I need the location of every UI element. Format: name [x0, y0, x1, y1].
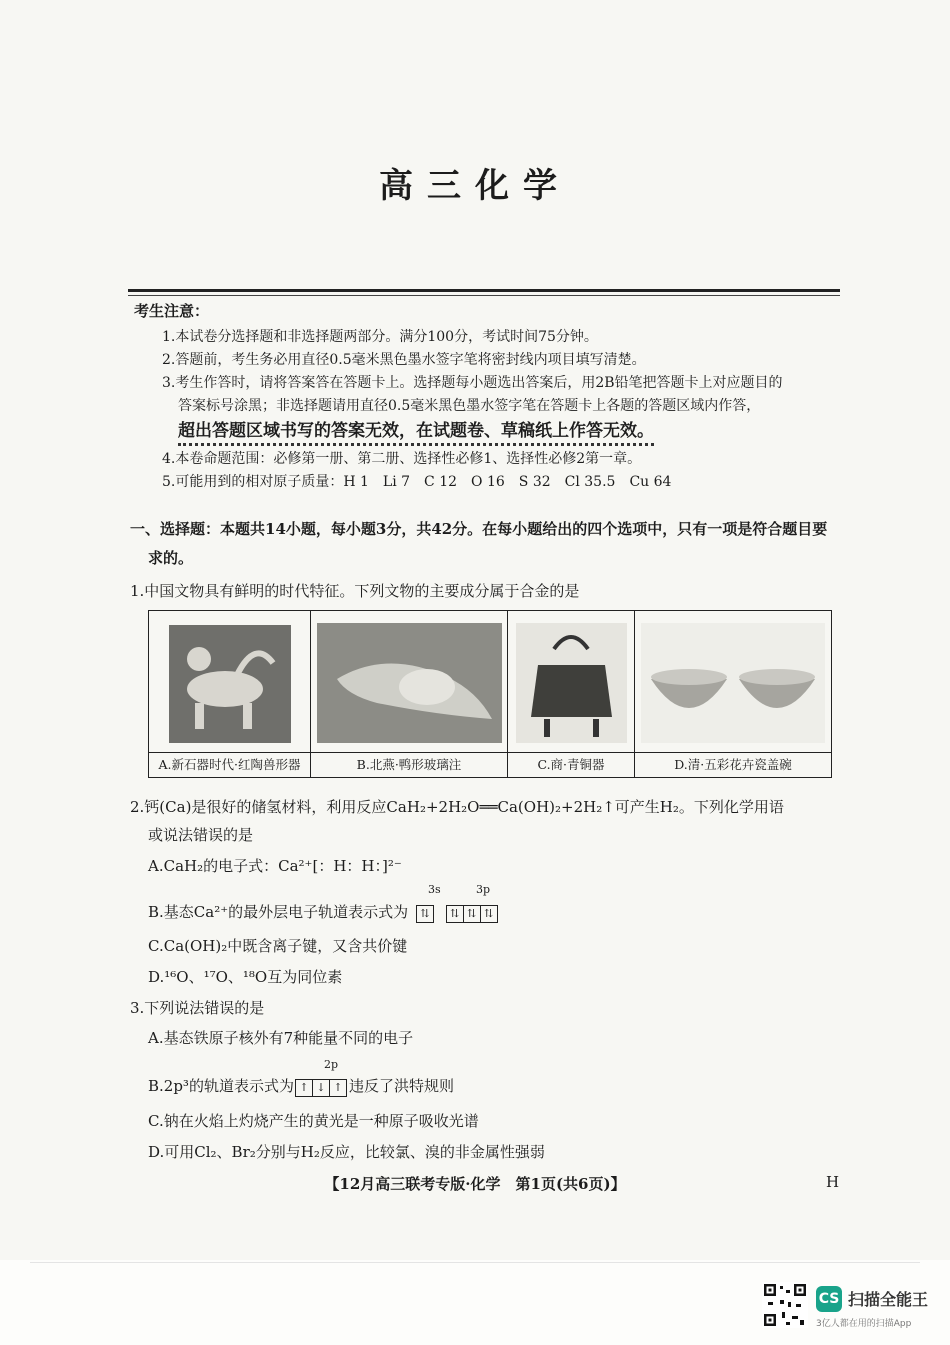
artifact-cell-b	[311, 611, 508, 777]
section-heading-1: 一、选择题：本题共14小题，每小题3分，共42分。在每小题给出的四个选项中，只有一项是符合题目要	[130, 520, 828, 538]
artifact-caption-d: D.清·五彩花卉瓷盖碗	[635, 752, 831, 777]
scan-separator	[30, 1262, 920, 1263]
notice-line-7: 5.可能用到的相对原子质量：H 1 Li 7 C 12 O 16 S 32 Cl 35.5 Cu 64	[162, 474, 672, 490]
artifact-cell-a	[149, 611, 311, 777]
orbital-label-3s: 3s	[428, 883, 441, 896]
artifact-caption-a: A.新石器时代·红陶兽形器	[149, 752, 310, 777]
orbital-3p-diagram	[447, 904, 498, 922]
notice-line-6: 4.本卷命题范围：必修第一册、第二册、选择性必修1、选择性必修2第一章。	[162, 451, 642, 467]
scanner-app-name: 扫描全能王	[848, 1290, 929, 1309]
question-2-option-b	[148, 901, 498, 922]
header-rule	[128, 289, 840, 292]
question-2-option-a: A.CaH₂的电子式：Ca²⁺[：H：H：]²⁻	[148, 857, 402, 875]
question-2-stem-1: 2.钙(Ca)是很好的储氢材料，利用反应CaH₂+2H₂O══Ca(OH)₂+2H₂↑可产生H₂。下列化学用语	[130, 798, 784, 816]
orbital-box: ⇅	[480, 905, 498, 923]
question-3-option-d: D.可用Cl₂、Br₂分别与H₂反应，比较氯、溴的非金属性强弱	[148, 1143, 545, 1161]
artifact-table	[148, 610, 832, 778]
orbital-box: ⇅	[446, 905, 464, 923]
orbital-box: ↓	[312, 1079, 330, 1097]
orbital-box: ⇅	[463, 905, 481, 923]
notice-warning	[178, 416, 654, 441]
orbital-box: ↑	[295, 1079, 313, 1097]
question-3-option-a: A.基态铁原子核外有7种能量不同的电子	[148, 1029, 414, 1047]
orbital-box: ⇅	[416, 905, 434, 923]
bronze-vessel-image	[514, 619, 629, 747]
red-pottery-animal-image	[155, 619, 305, 747]
question-3-option-c: C.钠在火焰上灼烧产生的黄光是一种原子吸收光谱	[148, 1112, 479, 1130]
orbital-box: ↑	[329, 1079, 347, 1097]
header-rule-thin	[128, 295, 840, 296]
scanner-logo: CS	[816, 1286, 842, 1312]
question-2-stem-2: 或说法错误的是	[148, 826, 254, 844]
paper-code: H	[826, 1173, 840, 1191]
artifact-cell-d	[635, 611, 831, 777]
orbital-3s-diagram	[417, 904, 434, 922]
notice-line-4: 答案标号涂黑；非选择题请用直径0.5毫米黑色墨水签字笔在答题卡上各题的答题区域内作答，	[178, 398, 761, 414]
orbital-label-2p: 2p	[324, 1058, 339, 1071]
artifact-cell-c	[508, 611, 635, 777]
question-3-option-b	[148, 1075, 454, 1096]
artifact-caption-b: B.北燕·鸭形玻璃注	[311, 752, 507, 777]
notice-warning-text: 超出答题区域书写的答案无效，在试题卷、草稿纸上作答无效。	[178, 421, 654, 446]
notice-line-1: 1.本试卷分选择题和非选择题两部分。满分100分，考试时间75分钟。	[162, 329, 598, 345]
notice-line-3: 3.考生作答时，请将答案答在答题卡上。选择题每小题选出答案后，用2B铅笔把答题卡上对应题目的	[162, 375, 783, 391]
orbital-label-3p: 3p	[476, 883, 491, 896]
question-3-option-b-pre: B.2p³的轨道表示式为	[148, 1077, 294, 1095]
qr-code-icon	[762, 1282, 808, 1328]
question-3-stem: 3.下列说法错误的是	[130, 999, 265, 1017]
orbital-2p-diagram	[296, 1078, 347, 1096]
question-2-option-d: D.¹⁶O、¹⁷O、¹⁸O互为同位素	[148, 968, 343, 986]
porcelain-bowls-image	[641, 619, 825, 747]
question-2-option-c: C.Ca(OH)₂中既含离子键，又含共价键	[148, 937, 408, 955]
question-3-option-b-post: 违反了洪特规则	[348, 1077, 454, 1095]
scanner-tagline: 3亿人都在用的扫描App	[816, 1319, 912, 1329]
duck-glass-vessel-image	[317, 619, 502, 747]
page-title: 高三化学	[379, 166, 571, 206]
question-1-stem: 1.中国文物具有鲜明的时代特征。下列文物的主要成分属于合金的是	[130, 582, 580, 600]
page-footer: 【12月高三联考专版·化学 第1页(共6页)】	[324, 1175, 626, 1193]
question-2-option-b-text: B.基态Ca²⁺的最外层电子轨道表示式为	[148, 903, 409, 921]
notice-line-2: 2.答题前，考生务必用直径0.5毫米黑色墨水签字笔将密封线内项目填写清楚。	[162, 352, 646, 368]
artifact-caption-c: C.商·青铜器	[508, 752, 634, 777]
section-heading-2: 求的。	[148, 549, 194, 567]
notice-heading: 考生注意：	[134, 302, 210, 320]
